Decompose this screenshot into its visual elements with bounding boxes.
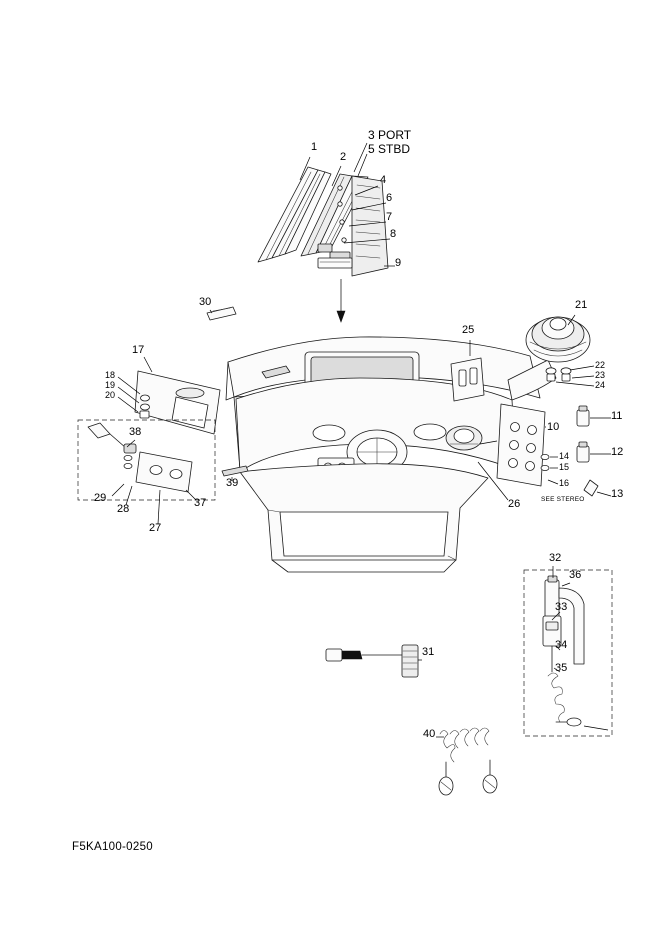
callout-25: 25 [462,324,475,336]
callout-32: 32 [549,552,562,564]
callout-18: 18 [105,370,116,380]
item-30-clip [207,307,236,320]
item-17-panel [118,357,220,434]
callout-2: 2 [340,151,347,163]
callout-27: 27 [149,522,162,534]
callout-22: 22 [595,360,606,370]
callout-30: 30 [199,296,212,308]
callout-31: 31 [422,646,435,658]
item-40-lanyard [436,728,497,795]
callout-29: 29 [94,492,107,504]
callout-13: 13 [611,488,624,500]
callout-10: 10 [547,421,560,433]
callout-4: 4 [380,174,387,186]
callout-19: 19 [105,380,116,390]
callout-35: 35 [555,662,568,674]
diagram-code: F5KA100-0250 [72,841,153,853]
callout-3-port: 3 PORT [368,128,412,142]
callout-26: 26 [508,498,521,510]
windshield-assembly [258,167,388,322]
callout-14: 14 [559,451,570,461]
callout-1: 1 [311,141,318,153]
callout-5-stbd: 5 STBD [368,142,411,156]
callout-9: 9 [395,257,402,269]
callout-37: 37 [194,497,207,509]
items-11-12-13-connectors [577,406,611,496]
item-32-assembly [524,566,612,736]
callout-7: 7 [386,211,393,223]
callout-23: 23 [595,370,606,380]
callout-11: 11 [611,410,623,422]
callout-16: 16 [559,478,570,488]
callout-8: 8 [390,228,397,240]
callout-28: 28 [117,503,130,515]
callout-39: 39 [226,477,239,489]
annotation-see-stereo: SEE STEREO [541,496,585,503]
callout-34: 34 [555,639,568,651]
callout-33: 33 [555,601,568,613]
callout-21: 21 [575,299,588,311]
callout-36: 36 [569,569,582,581]
callout-24: 24 [595,380,606,390]
callout-17: 17 [132,344,145,356]
callout-12: 12 [611,446,624,458]
callout-38: 38 [129,426,142,438]
callout-20: 20 [105,390,116,400]
callout-40: 40 [423,728,436,740]
callout-6: 6 [386,192,393,204]
item-31-connector [326,645,422,677]
callout-15: 15 [559,462,570,472]
